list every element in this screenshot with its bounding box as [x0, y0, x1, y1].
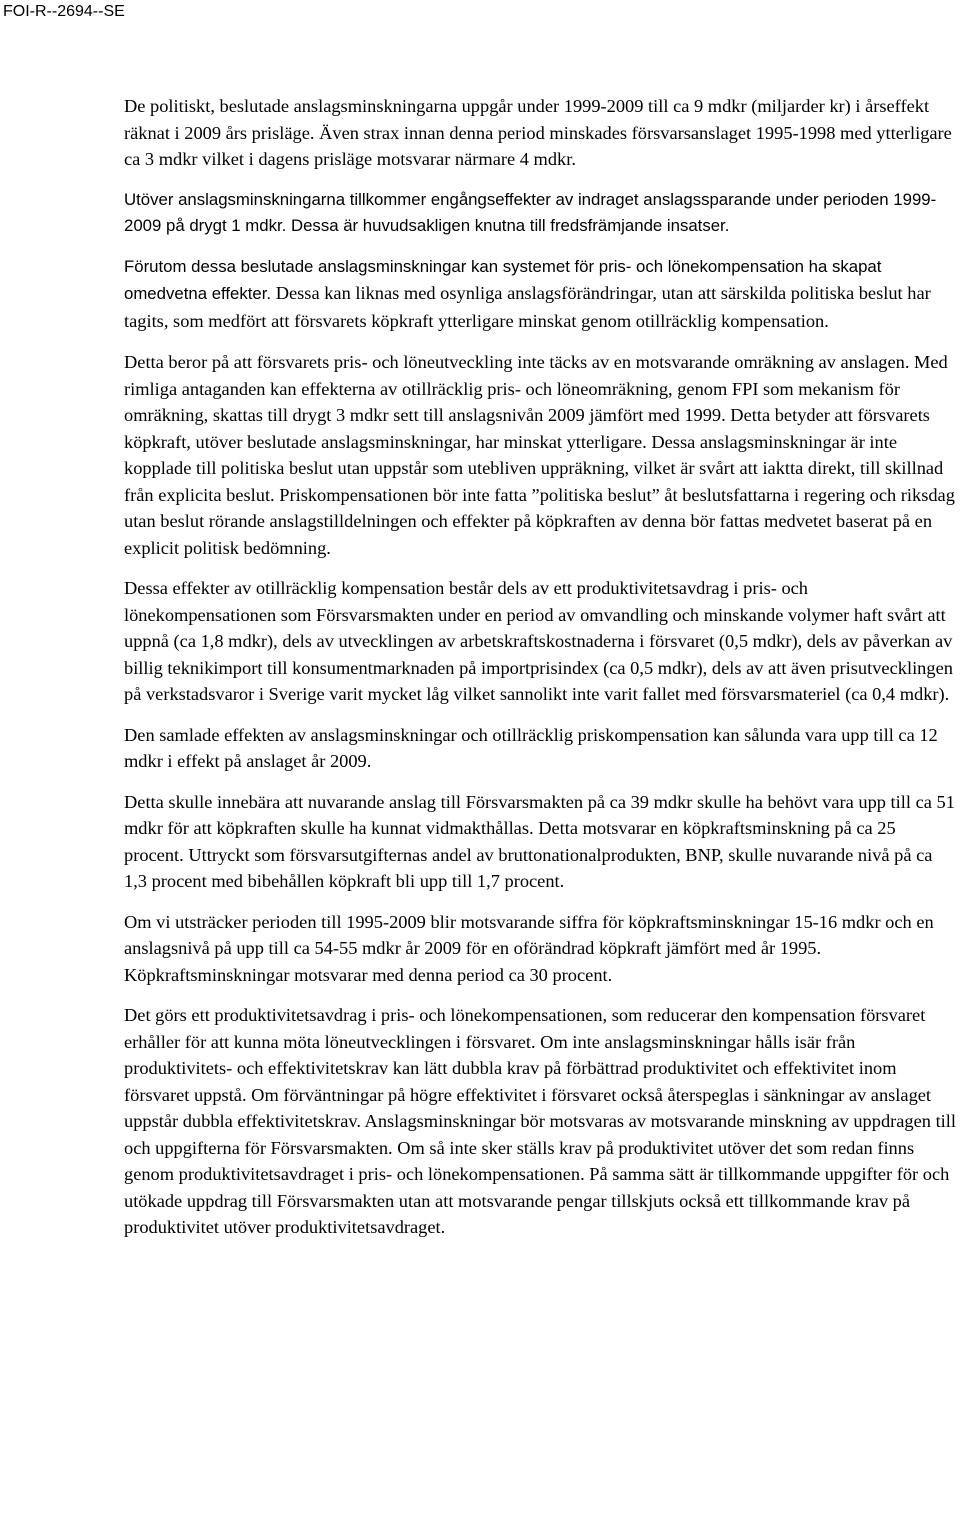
paragraph-price-wage-development: Detta beror på att försvarets pris- och löneutveckling inte täcks av en motsvarande omräkning av anslagen. Med rimliga antaganden kan effekterna av otillräcklig pris- och löneomräkning, genom FPI som mekanism för omräkning, skattas till drygt 3 mdkr sett till anslagsnivån 2009 jämfört med 1999. Detta betyder att försvarets köpkraft, utöver beslutade anslagsminskningar, har minskat ytterligare. Dessa anslagsminskningar är inte kopplade till politiska beslut utan uppstår som utebliven uppräkning, vilket är svårt att iaktta direkt, till skillnad från explicita beslut. Priskompensationen bör inte fatta ”politiska beslut” åt beslutsfattarna i regering och riksdag utan beslut rörande anslagstilldelningen och effekter på köpkraften av denna bör fattas medvetet baserat på en explicit politisk bedömning. — [124, 352, 955, 558]
paragraph-total-effect: Den samlade effekten av anslagsminskningar och otillräcklig priskompensation kan sålunda vara upp till ca 12 mdkr i effekt på anslaget år 2009. — [124, 724, 938, 771]
paragraph-unintended-effects-lead: Förutom dessa beslutade anslagsminskningar kan systemet för pris- och lönekompensation ha skapat omedvetna effekter. — [124, 256, 882, 303]
paragraph-productivity-deduction: Det görs ett produktivitetsavdrag i pris- och lönekompensationen, som reducerar den kompensation försvaret erhåller för att kunna möta löneutvecklingen i försvaret. Om inte anslagsminskningar hålls isär från produktivitets- och effektivitetskrav kan lätt dubbla krav på förbättrad produktivitet och effektivitet inom försvaret uppstå. Om förväntningar på högre effektivitet i försvaret också återspeglas i sänkningar av anslaget uppstår dubbla effektivitetskrav. Anslagsminskningar bör motsvaras av motsvarande minskning av uppdragen till och uppgifterna för Försvarsmakten. Om så inte sker ställs krav på produktivitet utöver det som redan finns genom produktivitetsavdraget i pris- och lönekompensationen. På samma sätt är tillkommande uppgifter för och utökade uppdrag till Försvarsmakten utan att motsvarande pengar tillskjuts också ett tillkommande krav på produktivitet utöver produktivitetsavdraget. — [124, 1005, 957, 1237]
paragraph-unintended-effects — [124, 254, 960, 336]
paragraph-compensation-components: Dessa effekter av otillräcklig kompensation består dels av ett produktivitetsavdrag i pris- och lönekompensationen som Försvarsmakten under en period av omvandling och minskande volymer haft svårt att uppnå (ca 1,8 mdkr), dels av utvecklingen av arbetskraftskostnaderna i försvaret (0,5 mdkr), dels av påverkan av billig teknikimport till konsumentmarknaden på importprisindex (ca 0,5 mdkr), dels av att även prisutvecklingen på verkstadsvaror i Sverige varit mycket låg vilket sannolikt inte varit fallet med försvarsmateriel (ca 0,4 mdkr). — [124, 578, 953, 704]
paragraph-purchasing-power: Detta skulle innebära att nuvarande anslag till Försvarsmakten på ca 39 mdkr skulle ha behövt vara upp till ca 51 mdkr för att köpkraften skulle ha kunnat vidmakthållas. Detta motsvarar en köpkraftsminskning på ca 25 procent. Uttryckt som försvarsutgifternas andel av bruttonationalprodukten, BNP, skulle nuvarande nivå på ca 1,3 procent med bibehållen köpkraft bli upp till 1,7 procent. — [124, 791, 955, 891]
paragraph-extended-period: Om vi utsträcker perioden till 1995-2009 blir motsvarande siffra för köpkraftsminskningar 15-16 mdkr och en anslagsnivå på upp till ca 54-55 mdkr år 2009 för en oförändrad köpkraft jämfört med år 1995. Köpkraftsminskningar motsvarar med denna period ca 30 procent. — [124, 911, 934, 985]
paragraph-budget-cuts: De politiskt, beslutade anslagsminskningarna uppgår under 1999-2009 till ca 9 mdkr (miljarder kr) i årseffekt räknat i 2009 års prisläge. Även strax innan denna period minskades försvarsanslaget 1995-1998 med ytterligare ca 3 mdkr vilket i dagens prisläge motsvarar närmare 4 mdkr. — [124, 96, 952, 169]
paragraph-unintended-effects-rest: Dessa kan liknas med osynliga anslagsförändringar, utan att särskilda politiska beslut har tagits, som medfört att försvarets köpkraft ytterligare minskat genom otillräcklig kompensation. — [124, 283, 931, 331]
document-body — [124, 93, 960, 1255]
paragraph-one-off-effects: Utöver anslagsminskningarna tillkommer engångseffekter av indraget anslagssparande under perioden 1999-2009 på drygt 1 mdkr. Dessa är huvudsakligen knutna till fredsfrämjande insatser. — [124, 189, 937, 235]
report-id-header: FOI-R--2694--SE — [3, 3, 125, 20]
